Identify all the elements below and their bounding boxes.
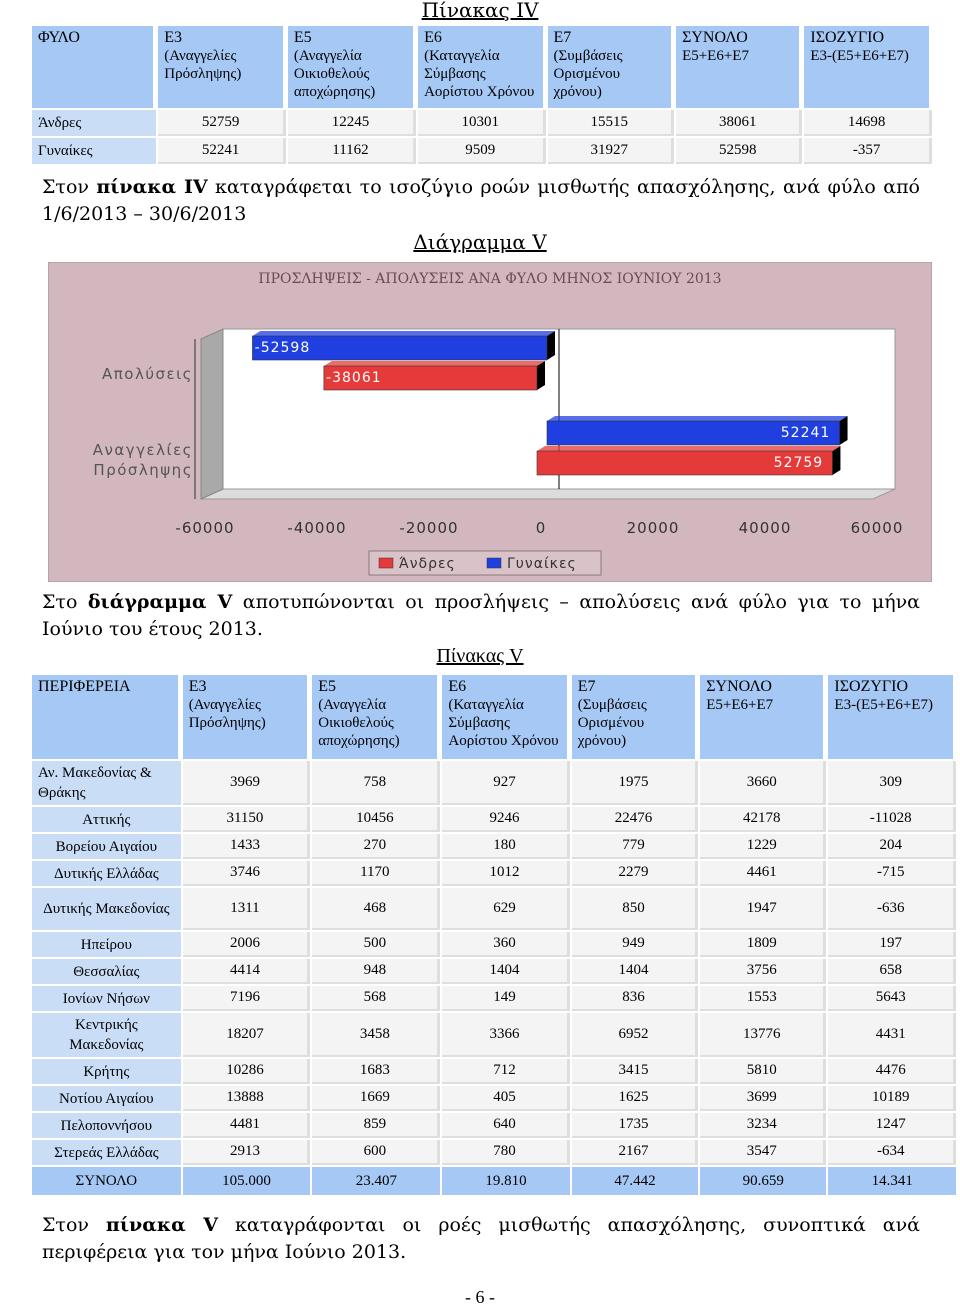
table-cell: 640 [442,1113,569,1138]
table-cell: 5810 [700,1059,826,1084]
table-cell: 927 [442,761,569,805]
row-label: Νοτίου Αιγαίου [32,1086,181,1111]
table-cell: 309 [828,761,956,805]
row-label: Δυτικής Μακεδονίας [32,888,181,930]
table-cell: 1311 [183,888,311,930]
table-row [32,1140,956,1165]
row-label: Ιονίων Νήσων [32,986,181,1011]
table-cell: 4476 [828,1059,956,1084]
table-cell: 1975 [572,761,698,805]
table-cell: 12245 [288,110,416,136]
x-tick-label: 60000 [850,519,904,537]
bar-value-label: -38061 [326,370,382,386]
paragraph-bold: πίνακα V [105,1214,218,1236]
row-label: Στερεάς Ελλάδας [32,1140,181,1165]
table-cell: 405 [442,1086,569,1111]
table-cell: -634 [828,1140,956,1165]
bar-side [840,416,848,445]
table-cell: 500 [312,932,440,957]
table5 [30,673,958,1197]
table-cell: 859 [312,1113,440,1138]
table-cell: 10286 [183,1059,311,1084]
table-cell: 31927 [548,138,675,164]
total-cell: 105.000 [183,1167,311,1195]
category-label: Αναγγελίες Πρόσληψης [92,441,193,479]
legend-label: Άνδρες [399,556,456,572]
table-cell: 3756 [700,959,826,984]
table-cell: 31150 [183,807,311,832]
table-cell: 4414 [183,959,311,984]
table5-header-cell: ΠΕΡΙΦΕΡΕΙΑ [32,675,181,759]
row-label: Βορείου Αιγαίου [32,834,181,859]
bar-value-label: -52598 [254,340,311,356]
legend-swatch [487,558,501,568]
table-cell: 3458 [312,1013,440,1057]
row-label: Αν. Μακεδονίας & Θράκης [32,761,181,805]
table-cell: 18207 [183,1013,311,1057]
table-cell: 22476 [572,807,698,832]
table4-header-cell: ΙΣΟΖΥΓΙΟ Ε3-(Ε5+Ε6+Ε7) [804,26,932,108]
table-cell: 9246 [442,807,569,832]
table-row [32,1059,956,1084]
table-cell: 10189 [828,1086,956,1111]
table5-header-cell: Ε5 (Αναγγελία Οικιοθελούς αποχώρησης) [312,675,440,759]
paragraph-text: Στον [42,1214,106,1236]
legend-swatch [379,558,393,568]
table-cell: 1683 [312,1059,440,1084]
table-cell: 2006 [183,932,311,957]
table-cell: 1735 [572,1113,698,1138]
x-tick-label: 0 [535,519,547,537]
paragraph-text: Στον [42,176,97,198]
table-cell: 10301 [418,110,545,136]
table-row [32,1013,956,1057]
table-cell: 3969 [183,761,311,805]
table5-header-cell: Ε3 (Αναγγελίες Πρόσληψης) [183,675,311,759]
table4-header-cell: ΦΥΛΟ [32,26,156,108]
table-cell: 3547 [700,1140,826,1165]
table-cell: -11028 [828,807,956,832]
table-cell: 629 [442,888,569,930]
table-cell: 1553 [700,986,826,1011]
row-label: Άνδρες [32,110,156,136]
table-cell: 14698 [804,110,932,136]
table-cell: 197 [828,932,956,957]
table-cell: 850 [572,888,698,930]
table-row [32,110,932,136]
row-label: Δυτικής Ελλάδας [32,861,181,886]
paragraph-text: καταγράφεται το ισοζύγιο ροών μισθωτής απασχόλησης, ανά φύλο από 1/6/2013 – 30/6/2013 [42,176,920,225]
x-tick-label: -20000 [399,519,459,537]
table4-header-cell: Ε5 (Αναγγελία Οικιοθελούς αποχώρησης) [288,26,416,108]
table-cell: 4461 [700,861,826,886]
bar-side [547,331,555,360]
table-cell: 1229 [700,834,826,859]
table-cell: 1404 [442,959,569,984]
table-row [32,807,956,832]
table-cell: 10456 [312,807,440,832]
table-cell: 3699 [700,1086,826,1111]
paragraph-bold: πίνακα IV [96,176,208,198]
plot-side-wall [201,329,223,499]
table-cell: 836 [572,986,698,1011]
table-row [32,1086,956,1111]
table-cell: 779 [572,834,698,859]
table4-header-cell: Ε6 (Καταγγελία Σύμβασης Αορίστου Χρόνου [418,26,545,108]
table-cell: 948 [312,959,440,984]
x-tick-label: -60000 [175,519,235,537]
table-cell: 7196 [183,986,311,1011]
table-cell: 1012 [442,861,569,886]
paragraph-text: Στο [42,591,88,613]
bar-chart [49,263,931,581]
table-cell: 1947 [700,888,826,930]
table-cell: 4481 [183,1113,311,1138]
table-cell: 712 [442,1059,569,1084]
table-cell: 38061 [676,110,802,136]
table-cell: 1433 [183,834,311,859]
chart-title: ΠΡΟΣΛΗΨΕΙΣ - ΑΠΟΛΥΣΕΙΣ ΑΝΑ ΦΥΛΟ ΜΗΝΟΣ ΙΟΥΝΙΟΥ 2013 [258,271,722,287]
table-cell: 600 [312,1140,440,1165]
table5-header-cell: ΙΣΟΖΥΓΙΟ Ε3-(Ε5+Ε6+Ε7) [828,675,956,759]
table-cell: 180 [442,834,569,859]
table-cell: 758 [312,761,440,805]
table5-header-row [32,675,956,759]
category-label: Απολύσεις [101,365,193,383]
table-row [32,986,956,1011]
table-cell: 5643 [828,986,956,1011]
total-cell: 90.659 [700,1167,826,1195]
total-cell: 23.407 [312,1167,440,1195]
table-row [32,888,956,930]
bar-top [324,361,545,366]
row-label: Αττικής [32,807,181,832]
paragraph-text: αποτυπώνονται οι προσλήψεις – απολύσεις ανά φύλο για το μήνα Ιούνιο του έτους 2013. [42,591,920,640]
row-label: Ηπείρου [32,932,181,957]
x-tick-label: 40000 [738,519,792,537]
row-label: Θεσσαλίας [32,959,181,984]
bar-top [547,416,848,421]
table5-header-cell: Ε7 (Συμβάσεις Ορισμένου χρόνου) [572,675,698,759]
paragraph-diagram [42,589,920,643]
total-label: ΣΥΝΟΛΟ [32,1167,181,1195]
table-cell: 2913 [183,1140,311,1165]
table-row [32,138,932,164]
table-cell: 3366 [442,1013,569,1057]
table-row [32,1113,956,1138]
table5-header-cell: Ε6 (Καταγγελία Σύμβασης Αορίστου Χρόνου [442,675,569,759]
total-cell: 47.442 [572,1167,698,1195]
page-number: - 6 - [465,1287,495,1307]
table-cell: 1669 [312,1086,440,1111]
bar-side [832,446,840,475]
table-cell: 11162 [288,138,416,164]
table4-title: Πίνακας IV [421,0,539,22]
table-cell: 658 [828,959,956,984]
table-cell: 1170 [312,861,440,886]
table-cell: -715 [828,861,956,886]
table-cell: 3746 [183,861,311,886]
table-cell: 949 [572,932,698,957]
total-cell: 19.810 [442,1167,569,1195]
table-cell: 9509 [418,138,545,164]
x-tick-label: 20000 [626,519,680,537]
table-cell: 4431 [828,1013,956,1057]
row-label: Κεντρικής Μακεδονίας [32,1013,181,1057]
diagram-title: Διάγραμμα V [413,230,547,254]
table-cell: 2167 [572,1140,698,1165]
row-label: Γυναίκες [32,138,156,164]
table-cell: 568 [312,986,440,1011]
table-cell: 149 [442,986,569,1011]
paragraph-table4 [42,174,920,228]
table5-total-row [32,1167,956,1195]
table-cell: 468 [312,888,440,930]
table-row [32,932,956,957]
table-cell: 52759 [158,110,286,136]
table-cell: 52241 [158,138,286,164]
x-tick-label: -40000 [287,519,347,537]
table-cell: 270 [312,834,440,859]
table-cell: 6952 [572,1013,698,1057]
table-cell: 1247 [828,1113,956,1138]
table-cell: 15515 [548,110,675,136]
table-row [32,861,956,886]
table-cell: 3234 [700,1113,826,1138]
table-cell: 1809 [700,932,826,957]
paragraph-table5 [42,1212,920,1266]
table-cell: 13776 [700,1013,826,1057]
table-row [32,959,956,984]
bar-value-label: 52241 [780,425,831,441]
table5-body [32,761,956,1165]
row-label: Κρήτης [32,1059,181,1084]
total-cell: 14.341 [828,1167,956,1195]
table-cell: 780 [442,1140,569,1165]
bar-value-label: 52759 [773,455,824,471]
row-label: Πελοποννήσου [32,1113,181,1138]
table-cell: 204 [828,834,956,859]
table-cell: 42178 [700,807,826,832]
table5-header-cell: ΣΥΝΟΛΟ Ε5+Ε6+Ε7 [700,675,826,759]
table-cell: 3660 [700,761,826,805]
table4-header-cell: Ε3 (Αναγγελίες Πρόσληψης) [158,26,286,108]
legend-label: Γυναίκες [507,556,577,572]
table-cell: 2279 [572,861,698,886]
table4-header-cell: ΣΥΝΟΛΟ Ε5+Ε6+Ε7 [676,26,802,108]
table-cell: 1625 [572,1086,698,1111]
table4-header-row [32,26,932,108]
table-cell: 1404 [572,959,698,984]
bar-top [537,446,840,451]
table-row [32,761,956,805]
table-cell: 360 [442,932,569,957]
table4 [30,24,934,166]
table-cell: 13888 [183,1086,311,1111]
table5-title: Πίνακας V [436,645,524,667]
bar-side [537,361,545,390]
table-row [32,834,956,859]
table-cell: -357 [804,138,932,164]
table4-header-cell: Ε7 (Συμβάσεις Ορισμένου χρόνου) [548,26,675,108]
table-cell: 52598 [676,138,802,164]
table-cell: -636 [828,888,956,930]
table-cell: 3415 [572,1059,698,1084]
paragraph-bold: διάγραμμα V [87,591,233,613]
plot-floor [201,489,895,499]
chart-container [48,262,932,582]
bar-top [252,331,555,336]
paragraph-text: καταγράφονται οι ροές μισθωτής απασχόλησης, συνοπτικά ανά περιφέρεια για τον μήνα Ιούνιο 2013. [42,1214,920,1263]
